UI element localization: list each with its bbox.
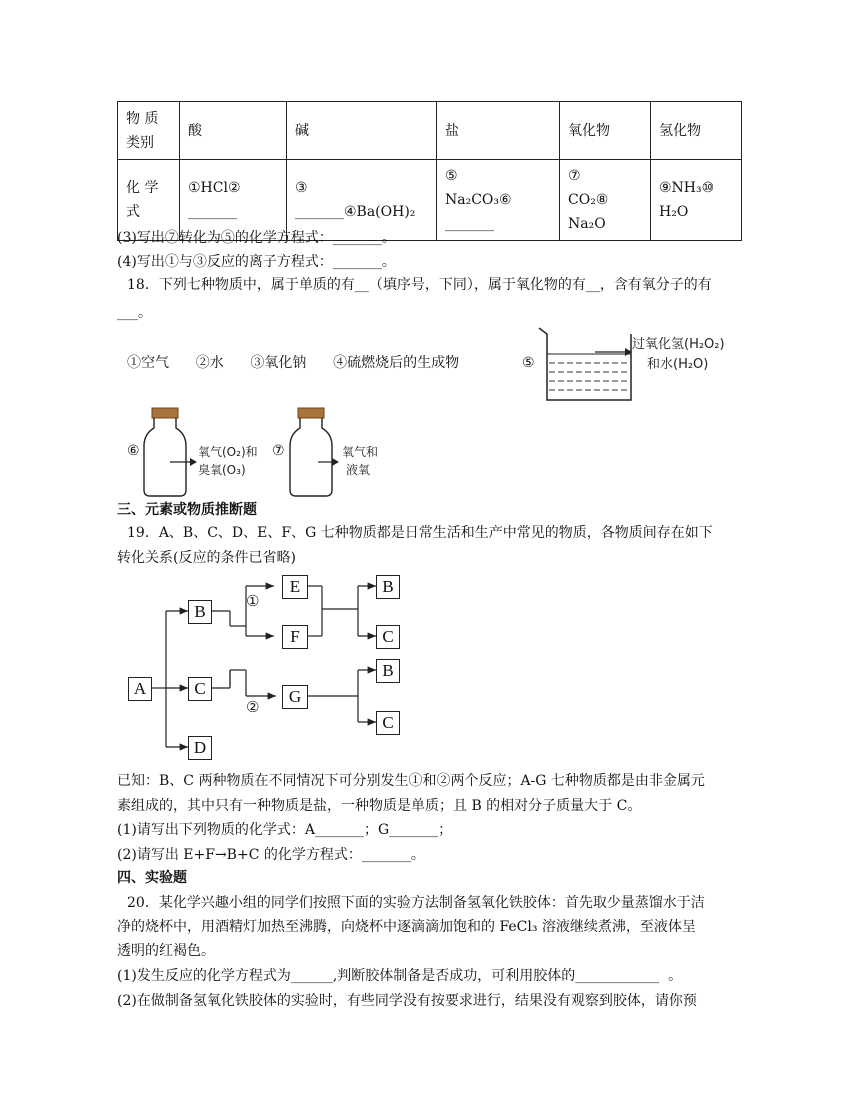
node-a: A xyxy=(128,677,152,701)
question-17-4: (4)写出①与③反应的离子方程式：_______。 xyxy=(117,254,396,270)
beaker-label-1: 过氧化氢(H₂O₂) xyxy=(632,337,725,352)
question-18-options: ①空气 ②水 ③氧化钠 ④硫燃烧后的生成物 xyxy=(127,355,460,371)
table-cell: 酸 xyxy=(180,102,287,160)
question-20-stem-end: 透明的红褐色。 xyxy=(117,943,215,959)
bottle-6-illustration xyxy=(140,406,270,498)
reaction-2-label: ② xyxy=(246,698,260,716)
reaction-1-label: ① xyxy=(246,592,260,610)
question-20-stem: 20．某化学兴趣小组的同学们按照下面的实验方法制备氢氧化铁胶体：首先取少量蒸馏水于洁 xyxy=(127,895,705,911)
question-20-1: (1)发生反应的化学方程式为______,判断胶体制备是否成功，可利用胶体的____________ 。 xyxy=(117,968,683,984)
question-19-1: (1)请写出下列物质的化学式：A_______；G_______； xyxy=(117,822,453,838)
table-cell: ①HCl② _______ xyxy=(180,160,287,241)
table-cell: 化 学 式 xyxy=(118,160,180,241)
table-cell: 碱 xyxy=(287,102,437,160)
node-b: B xyxy=(188,600,212,624)
node-c-product-2: C xyxy=(376,711,400,735)
beaker-label-2: 和水(H₂O) xyxy=(647,357,709,372)
option-5-marker: ⑤ xyxy=(522,355,535,371)
question-20-stem-cont: 净的烧杯中，用酒精灯加热至沸腾，向烧杯中逐滴滴加饱和的 FeCl₃ 溶液继续煮沸，至液体呈 xyxy=(117,919,696,935)
bottle-6-label-2: 臭氧(O₃) xyxy=(198,463,246,477)
question-20-2: (2)在做制备氢氧化铁胶体的实验时，有些同学没有按要求进行，结果没有观察到胶体，请你预 xyxy=(117,993,697,1009)
reaction-flow-diagram xyxy=(120,566,420,766)
table-cell: ③ _______④Ba(OH)₂ xyxy=(287,160,437,241)
option-7-marker: ⑦ xyxy=(272,443,285,459)
bottle-7-label-2: 液氧 xyxy=(346,463,371,477)
table-header-row xyxy=(118,102,742,160)
question-19-2: (2)请写出 E+F→B+C 的化学方程式：_______。 xyxy=(117,847,425,863)
question-19-stem: 19．A、B、C、D、E、F、G 七种物质都是日常生活和生产中常见的物质，各物质间存在如下 xyxy=(127,525,713,541)
substance-table xyxy=(117,101,742,241)
option-6-marker: ⑥ xyxy=(127,443,140,459)
table-cell: 氢化物 xyxy=(651,102,742,160)
node-c: C xyxy=(188,677,212,701)
node-b-product-2: B xyxy=(376,659,400,683)
question-18-stem-cont: ___。 xyxy=(117,305,152,321)
table-cell: 物 质 类别 xyxy=(118,102,180,160)
node-f: F xyxy=(282,625,308,649)
section-4-heading: 四、实验题 xyxy=(117,870,187,886)
beaker-illustration xyxy=(535,324,745,404)
bottle-6-label-1: 氧气(O₂)和 xyxy=(198,445,258,459)
table-cell: 盐 xyxy=(437,102,560,160)
question-19-known-cont: 素组成的，其中只有一种物质是盐，一种物质是单质；且 B 的相对分子质量大于 C。 xyxy=(117,798,642,814)
table-cell: ⑤ Na₂CO₃⑥ _______ xyxy=(437,160,560,241)
question-18-stem: 18．下列七种物质中，属于单质的有__（填序号，下同），属于氧化物的有__，含有氧分子的有 xyxy=(127,277,712,293)
bottle-7-label-1: 氧气和 xyxy=(342,445,379,459)
node-e: E xyxy=(282,575,308,599)
bottle-7-illustration xyxy=(286,406,396,498)
section-3-heading: 三、元素或物质推断题 xyxy=(117,502,257,518)
table-cell: ⑦ CO₂⑧ Na₂O xyxy=(560,160,651,241)
node-c-product: C xyxy=(376,625,400,649)
table-cell: ⑨NH₃⑩ H₂O xyxy=(651,160,742,241)
question-17-3: (3)写出⑦转化为⑤的化学方程式：_______。 xyxy=(117,230,396,246)
node-g: G xyxy=(282,685,308,709)
question-19-known: 已知：B、C 两种物质在不同情况下可分别发生①和②两个反应；A-G 七种物质都是由非金属元 xyxy=(117,773,705,789)
node-b-product: B xyxy=(376,575,400,599)
question-19-stem-cont: 转化关系(反应的条件已省略) xyxy=(117,550,296,566)
node-d: D xyxy=(188,736,212,760)
table-cell: 氧化物 xyxy=(560,102,651,160)
